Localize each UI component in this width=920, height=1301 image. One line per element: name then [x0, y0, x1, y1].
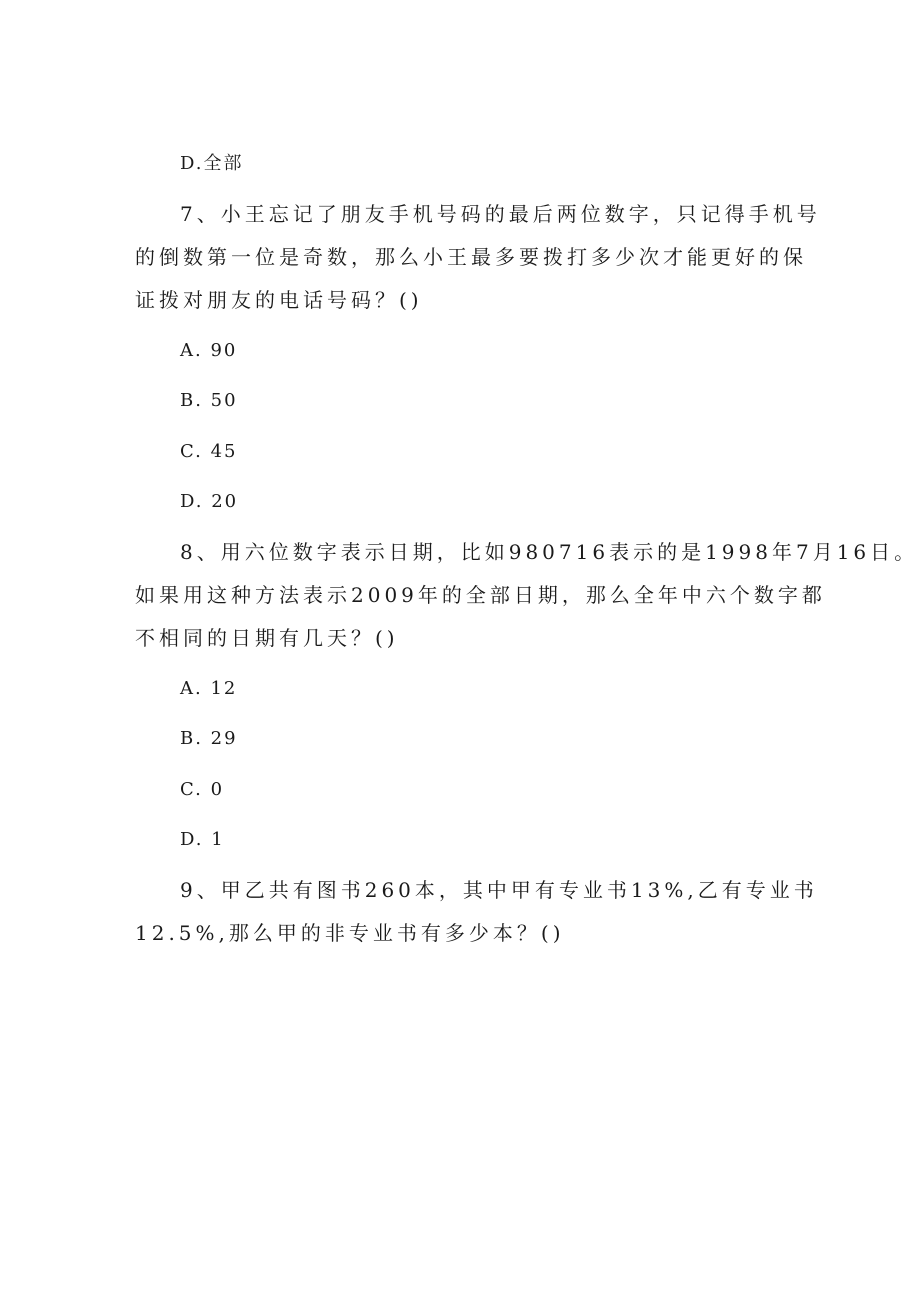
q7-line-3: 证拨对朋友的电话号码？(): [135, 288, 423, 312]
q7-line-1: 7、小王忘记了朋友手机号码的最后两位数字，只记得手机号: [180, 202, 821, 226]
prev-option-d: D.全部: [180, 153, 244, 174]
q7-option-b: B. 50: [180, 390, 238, 411]
q8-line-3: 不相同的日期有几天？(): [135, 626, 399, 650]
q7-option-a: A. 90: [180, 340, 238, 361]
q9-line-1: 9、甲乙共有图书260本，其中甲有专业书13%,乙有专业书: [180, 878, 818, 902]
q7-option-c: C. 45: [180, 441, 238, 462]
q8-line-2: 如果用这种方法表示2009年的全部日期，那么全年中六个数字都: [135, 583, 826, 607]
q8-option-a: A. 12: [180, 678, 238, 699]
q8-option-b: B. 29: [180, 728, 238, 749]
q8-option-d: D. 1: [180, 829, 225, 850]
q7-option-d: D. 20: [180, 491, 239, 512]
q7-line-2: 的倒数第一位是奇数，那么小王最多要拨打多少次才能更好的保: [135, 245, 807, 269]
q9-line-2: 12.5%,那么甲的非专业书有多少本？(): [135, 921, 565, 945]
q8-line-1: 8、用六位数字表示日期，比如980716表示的是1998年7月16日。: [180, 540, 919, 564]
q8-option-c: C. 0: [180, 779, 225, 800]
